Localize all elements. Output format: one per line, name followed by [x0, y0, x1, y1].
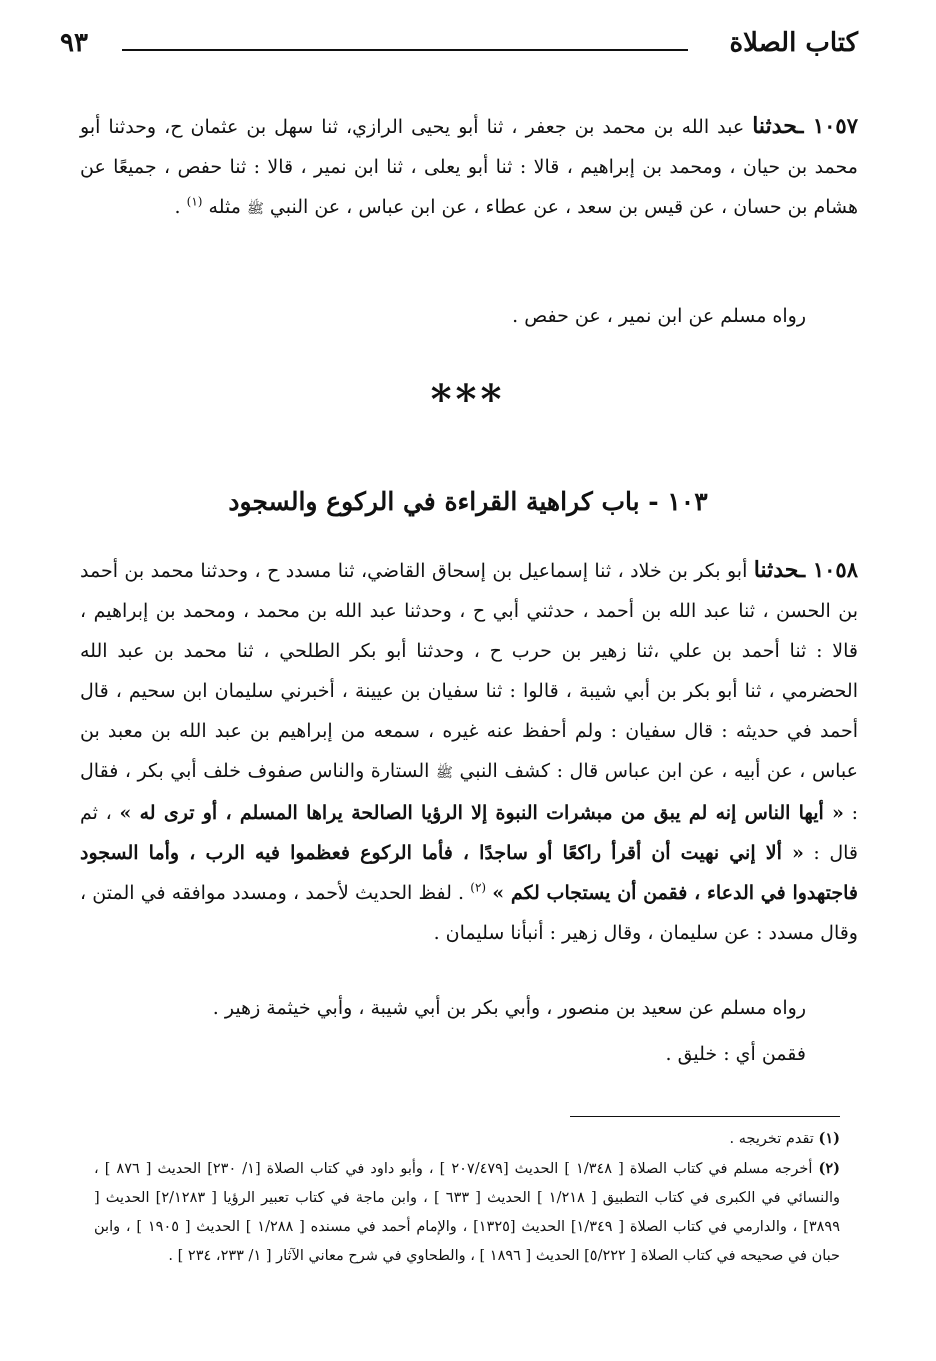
hadith-closing: . لفظ الحديث لأحمد ، ومسدد موافقه في المتن ، وقال مسدد : عن سليمان ، وقال زهير : أنبأنا سليمان .: [80, 882, 858, 944]
hadith-1058: [80, 550, 858, 953]
footnote-reference: (٢): [470, 880, 487, 895]
salutation-glyph: ﷺ: [436, 765, 453, 781]
hadith-number: ١٠٥٧ ـ: [797, 113, 858, 138]
haddathana-label: حدثنا: [752, 113, 798, 139]
hadith-number: ١٠٥٨ ـ: [799, 557, 858, 582]
footnote-reference: (١): [186, 194, 203, 209]
hadith-isnad: أبو بكر بن خلاد ، ثنا إسماعيل بن إسحاق القاضي، ثنا مسدد ح ، وحدثنا محمد بن أحمد بن الحسن ، ثنا عبد الله بن أحمد ، حدثني أبي ح ، وحدثنا عبد الله بن محمد ، ومحمد بن إبراهيم ، قالا : ثنا أحمد بن علي ،ثنا زهير بن حرب ح ، وحدثنا أبو بكر الطلحي ، ثنا محمد بن عبد الله الحضرمي ، ثنا أبو بكر بن أبي شيبة ، قالوا : ثنا سفيان بن عيينة ، أخبرني سليمان ابن سحيم ، قال أحمد في حديثه : قال سفيان : ولم أحفظ عنه غيره ، سمعه من إبراهيم بن عبد الله بن معبد بن عباس ، عن أبيه ، عن ابن عباس قال : كشف النبي: [80, 560, 858, 782]
footnote-rule: [570, 1116, 840, 1117]
hadith-ending: مثله: [208, 196, 241, 218]
narration-note-1058: رواه مسلم عن سعيد بن منصور ، وأبي بكر بن أبي شيبة ، وأبي خيثمة زهير .: [212, 997, 806, 1019]
footnote-text: أخرجه مسلم في كتاب الصلاة [ ١/٣٤٨ ] الحديث [٢٠٧/٤٧٩ ] ، وأبو داود في كتاب الصلاة [١/ ٢٣٠] الحديث [ ٨٧٦ ] ، والنسائي في الكبرى في كتاب التطبيق [ ١/٢١٨ ] الحديث [ ٦٣٣ ] ، وابن ماجة في كتاب تعبير الرؤيا [ ٢/١٢٨٣] الحديث [ ٣٨٩٩] ، والدارمي في كتاب الصلاة [ ١/٣٤٩] الحديث [١٣٢٥] ، والإمام أحمد في مسنده [ ١/٢٨٨ ] الحديث [ ١٩٠٥ ] ، وابن حبان في صحيحه في كتاب الصلاة [ ٥/٢٢٢] الحديث [ ١٨٩٦ ] ، والطحاوي في شرح معاني الآثار [ ١/ ٢٣٣، ٢٣٤ ] .: [94, 1161, 840, 1264]
page-number: ٩٣: [60, 28, 88, 58]
hadith-matn-2: « ألا إني نهيت أن أقرأ راكعًا أو ساجدًا ، فأما الركوع فعظموا فيه الرب ، وأما السجود فاجتهدوا في الدعاء ، فقمن أن يستجاب لكم »: [80, 842, 858, 904]
footnote-marker: (٢): [818, 1160, 841, 1177]
haddathana-label: حدثنا: [753, 557, 800, 583]
footnote-2: [94, 1154, 840, 1271]
narration-note-1057: رواه مسلم عن ابن نمير ، عن حفص .: [512, 305, 806, 327]
header-rule: [122, 49, 688, 51]
footnote-text: تقدم تخريجه .: [729, 1131, 814, 1147]
footnote-1: [94, 1124, 840, 1154]
footnotes: [94, 1124, 840, 1271]
word-gloss: فقمن أي : خليق .: [665, 1043, 806, 1065]
running-header: [60, 28, 858, 72]
book-title: كتاب الصلاة: [729, 28, 858, 58]
end-mark: .: [174, 196, 181, 218]
footnote-marker: (١): [818, 1130, 840, 1147]
hadith-1057: [80, 106, 858, 229]
hadith-narrative: الستارة والناس صفوف خلف أبي بكر ، فقال :: [80, 760, 859, 824]
hadith-isnad: عبد الله بن محمد بن جعفر ، ثنا أبو يحيى الرازي، ثنا سهل بن عثمان ح، وحدثنا أبو محمد بن حيان ، ومحمد بن إبراهيم ، قالا : ثنا أبو يعلى ، ثنا ابن نمير ، قالا : ثنا حفص ، جميعًا عن هشام بن حسان ، عن قيس بن سعد ، عن عطاء ، عن ابن عباس ، عن النبي: [80, 116, 858, 218]
salutation-glyph: ﷺ: [246, 201, 264, 217]
section-separator: ***: [430, 376, 506, 423]
hadith-connector: ، ثم قال :: [80, 802, 859, 864]
chapter-heading: ١٠٣ - باب كراهية القراءة في الركوع والسجود: [228, 487, 708, 516]
hadith-matn-1: « أيها الناس إنه لم يبق من مبشرات النبوة إلا الرؤيا الصالحة يراها المسلم ، أو ترى له »: [119, 802, 844, 824]
